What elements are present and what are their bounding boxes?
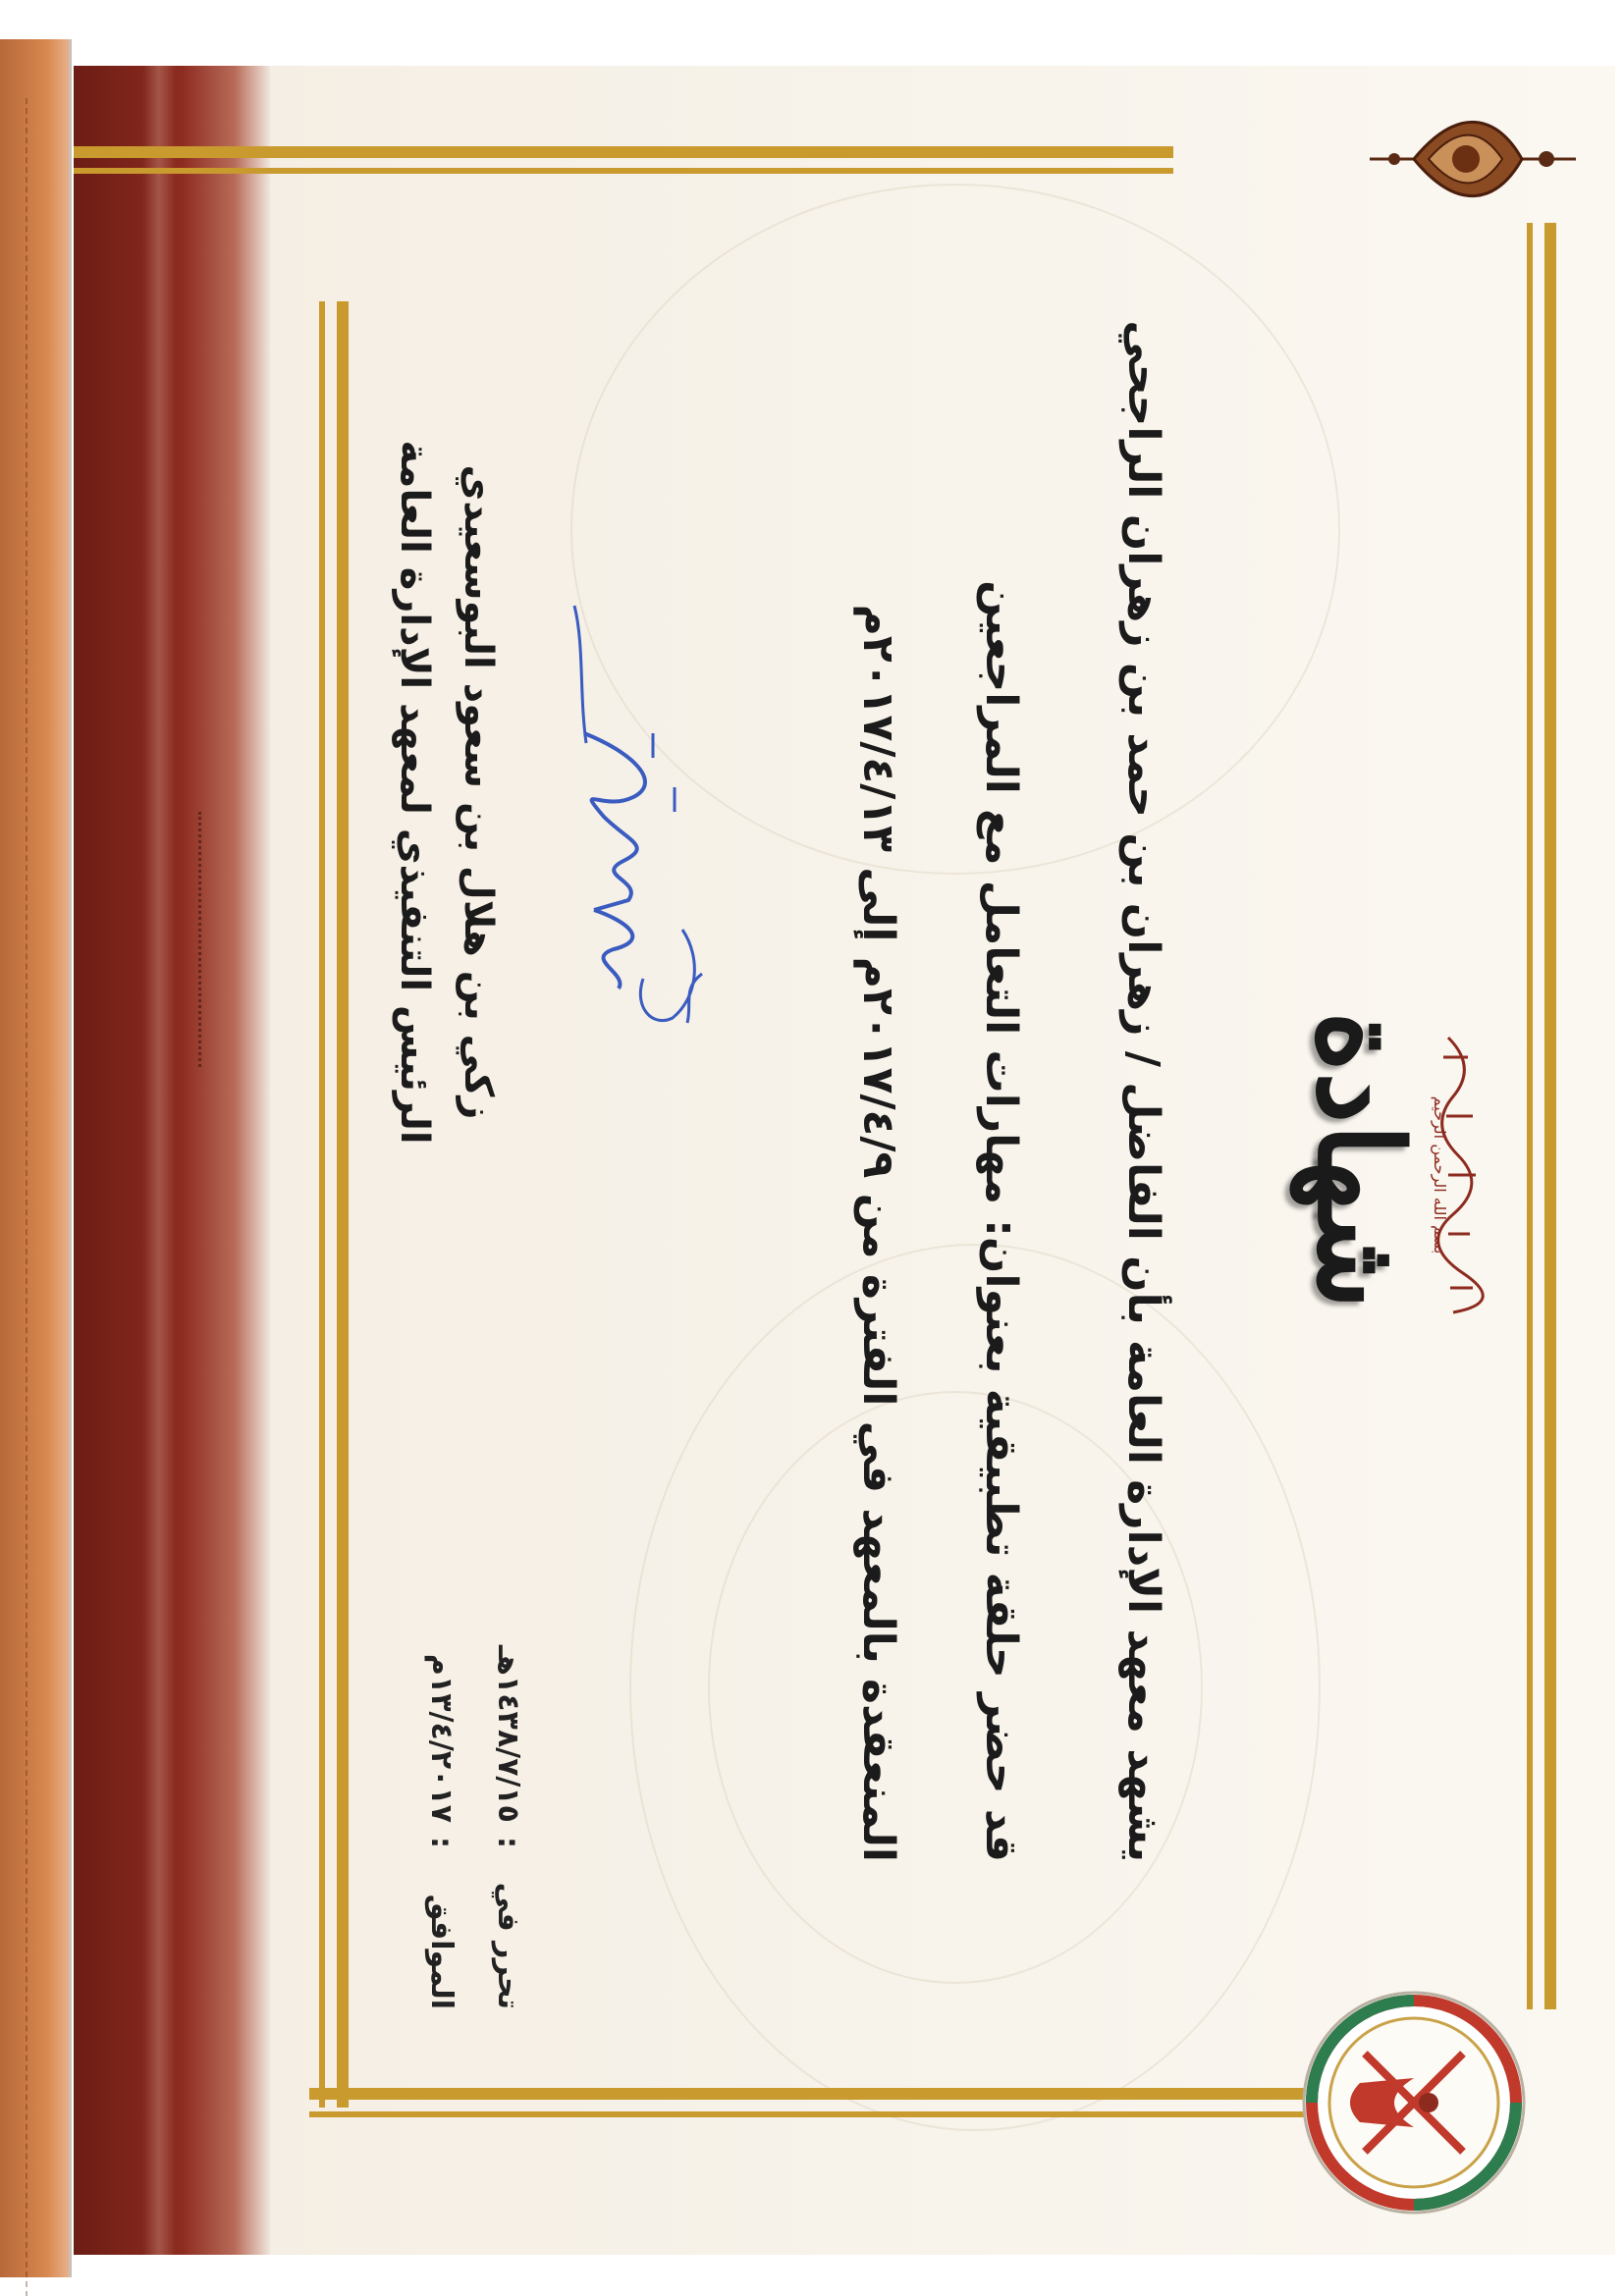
hijri-date-value: ١٤٣٨/٧/١٥هـ — [491, 1644, 525, 1823]
date-separator: : — [424, 1837, 459, 1848]
hijri-date-label: تحرر في — [491, 1882, 525, 2009]
date-separator: : — [491, 1837, 525, 1848]
leather-folder-edge — [0, 39, 72, 2277]
gold-frame-line — [1527, 223, 1533, 2009]
signatory-position: الرئيس التنفيذي لمعهد الإدارة العامة — [392, 440, 437, 1145]
certificate-body-line-1: يشهد معهد الإدارة العامة بأن الفاضل / زهران بن حمد بن زهران الراجحي — [1118, 320, 1168, 1862]
gold-frame-line — [319, 301, 325, 2108]
certificate-body-line-3: المنعقدة بالمعهد في الفترة من ٢٠١٧/٤/٩م إلى ٢٠١٧/٤/١٣م — [853, 604, 903, 1862]
footer-fine-print — [189, 812, 201, 1067]
maroon-band-highlight — [142, 66, 176, 2255]
handwritten-signature — [525, 586, 722, 1047]
basmala-calligraphy — [1429, 1028, 1497, 1322]
certificate-body-line-2: قد حضر حلقة تطبيقية بعنوان: مهارات التعامل مع المراجعين — [976, 580, 1026, 1862]
certificate-sheet — [74, 66, 1615, 2255]
gregorian-date-line — [424, 1519, 459, 2009]
gold-frame-line — [74, 146, 1173, 158]
gold-frame-line — [74, 168, 1173, 174]
gold-frame-line — [337, 301, 349, 2108]
gregorian-date-label: الموافق — [424, 1894, 459, 2009]
gold-frame-line — [1544, 223, 1556, 2009]
signatory-name: زكي بن هلال بن سعود البوسعيدي — [456, 464, 501, 1120]
folder-stitching — [26, 98, 27, 2296]
certificate-title: شهادة — [1292, 1011, 1429, 1309]
hijri-date-line — [491, 1519, 525, 2009]
basmala-text: بسم الله الرحمن الرحيم — [1431, 1095, 1449, 1255]
gregorian-date-value: ١٣/٤/٢٠١٧م — [424, 1653, 459, 1823]
